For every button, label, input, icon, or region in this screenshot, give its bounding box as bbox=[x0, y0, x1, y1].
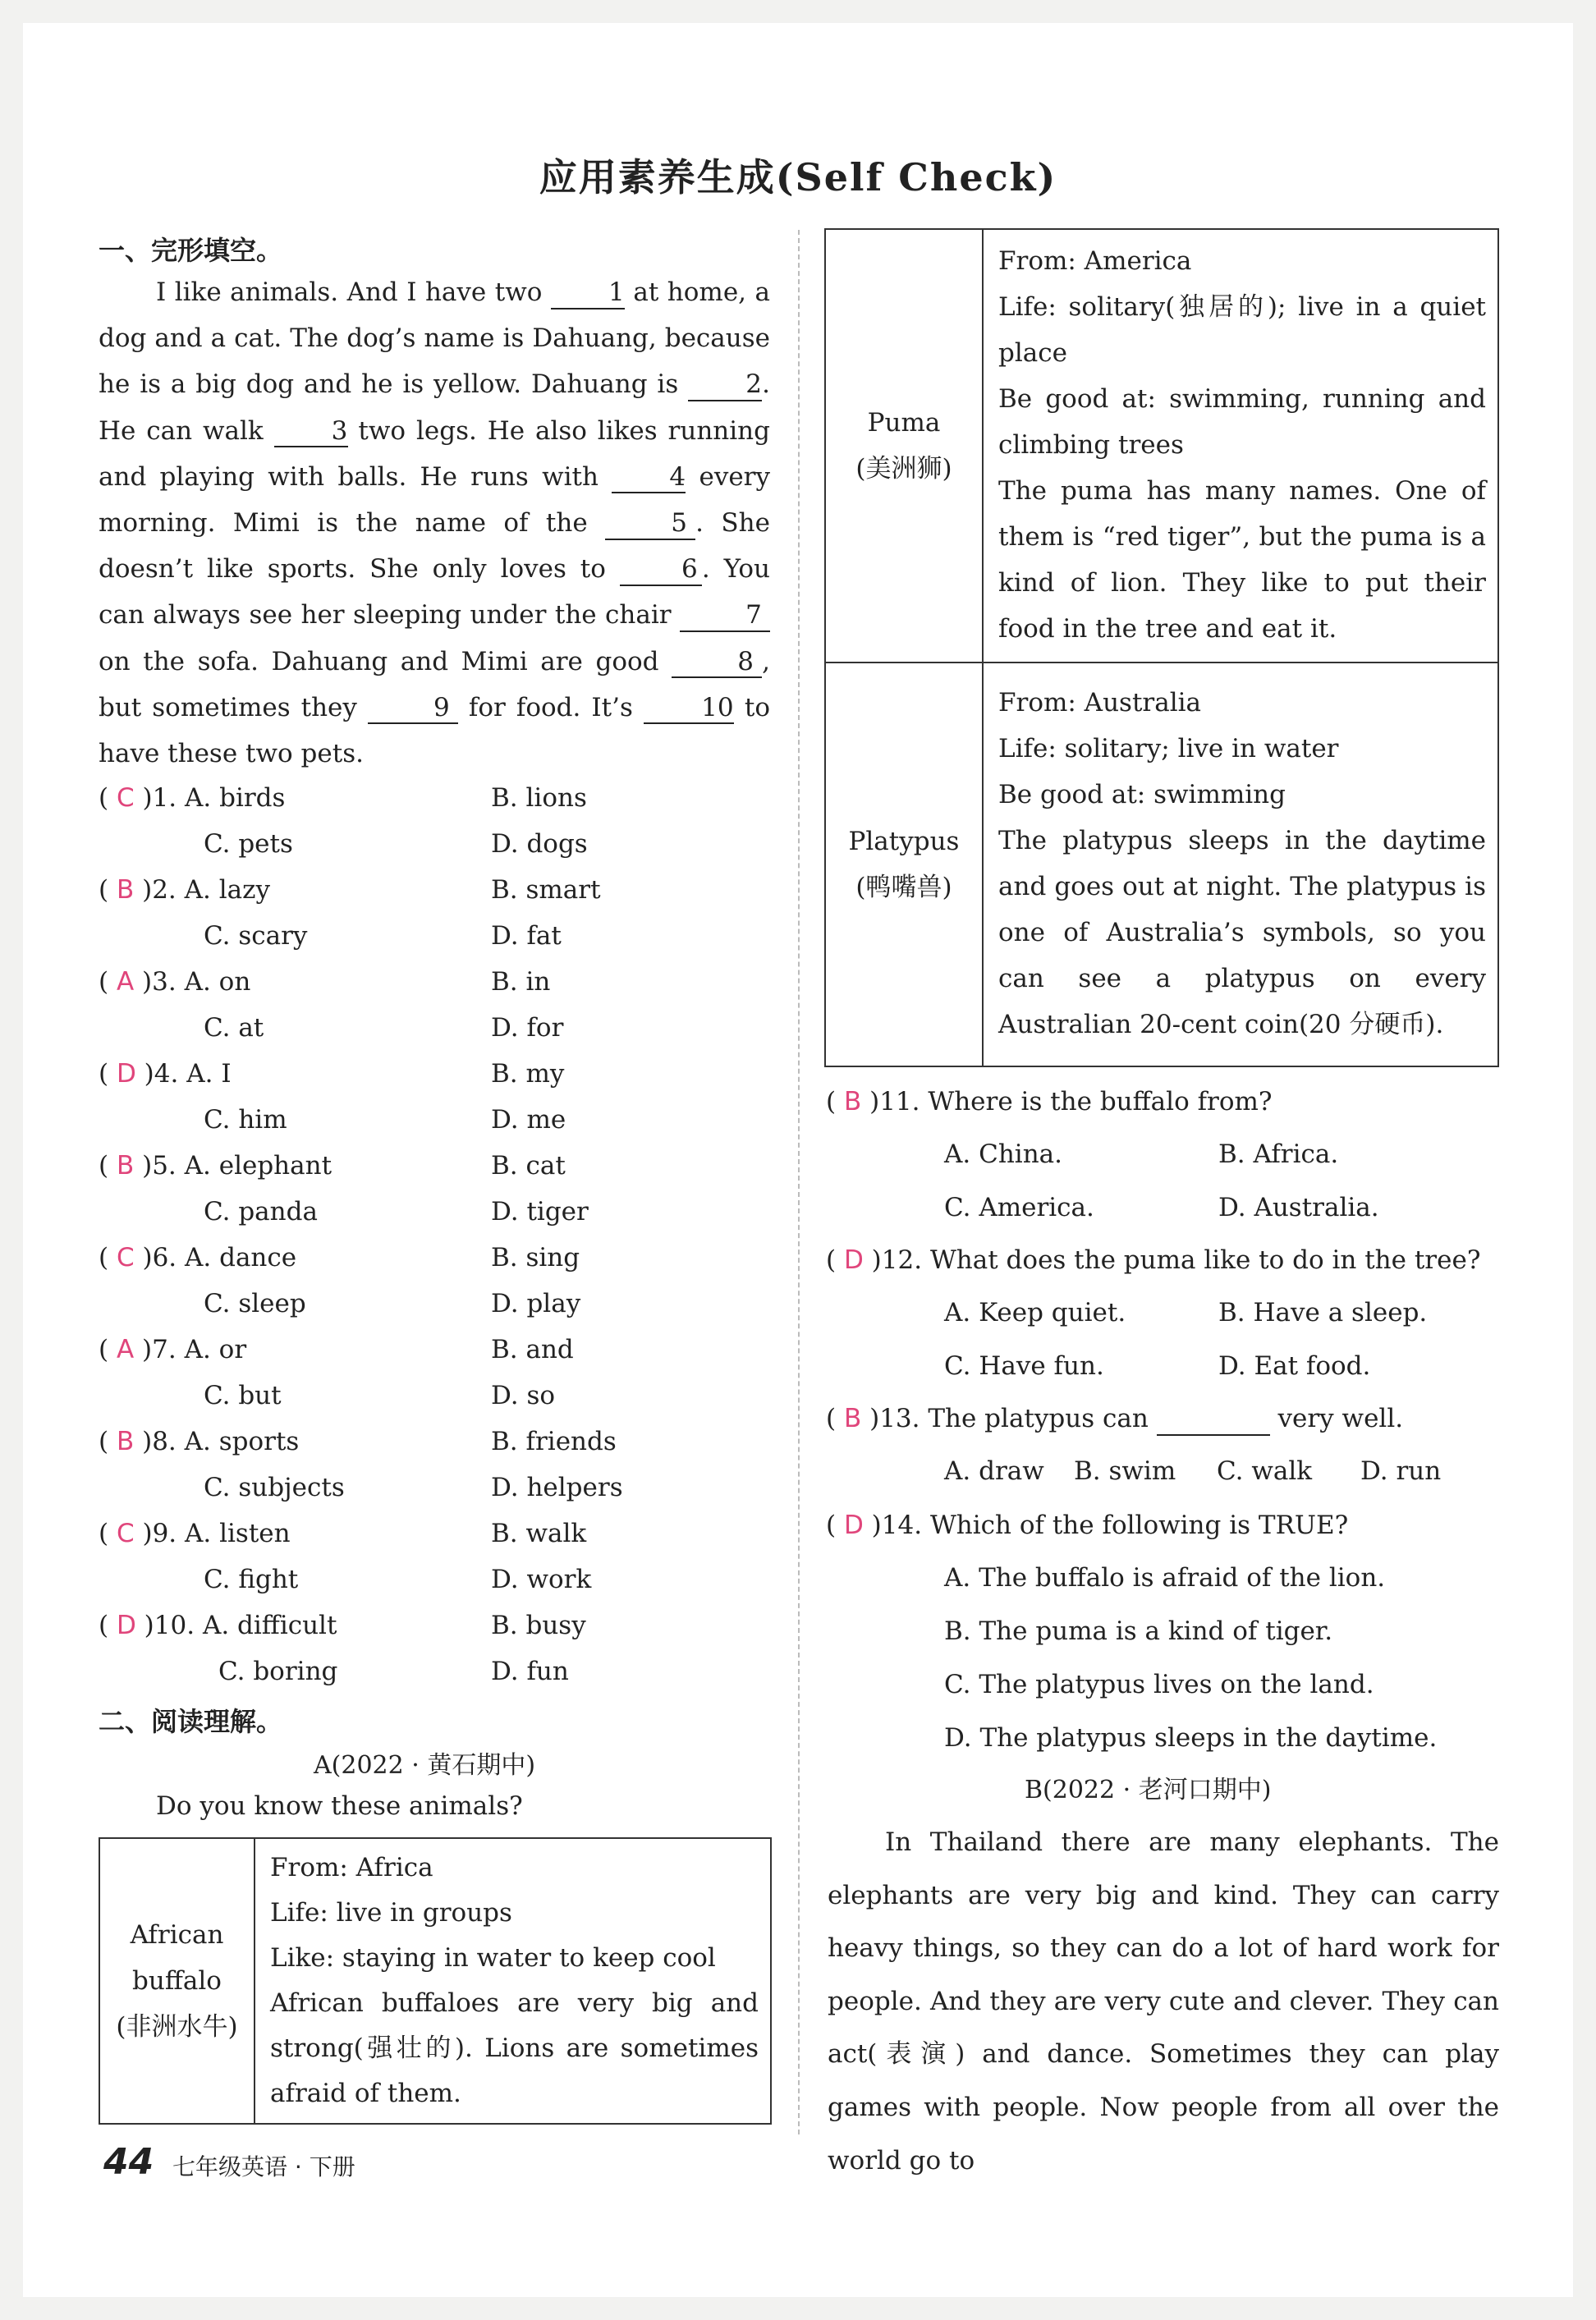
question-text: The platypus can bbox=[928, 1404, 1157, 1433]
question-3 bbox=[99, 959, 250, 1005]
option-d[interactable]: D. The platypus sleeps in the daytime. bbox=[944, 1723, 1438, 1753]
animal-name-cell bbox=[825, 663, 983, 1066]
info-line: From: Australia bbox=[998, 688, 1202, 718]
answer-blank[interactable] bbox=[1157, 1405, 1270, 1436]
answer-letter[interactable]: B bbox=[116, 875, 135, 905]
question-number: 4. bbox=[154, 1059, 187, 1089]
option-c: C. boring bbox=[218, 1657, 338, 1686]
passage-a-title: A(2022 · 黄石期中) bbox=[314, 1751, 536, 1780]
passage-text: to have these two pets. bbox=[99, 692, 770, 769]
option-c: C. him bbox=[204, 1105, 287, 1135]
cloze-blank[interactable]: 1 bbox=[551, 278, 625, 309]
question-13 bbox=[826, 1396, 1403, 1442]
info-line: Like: staying in water to keep cool bbox=[270, 1943, 716, 1973]
question-number: 9. bbox=[152, 1519, 185, 1548]
table-row bbox=[99, 1838, 771, 2124]
option-d: D. tiger bbox=[491, 1197, 589, 1226]
info-line: From: America bbox=[998, 246, 1192, 276]
answer-letter[interactable]: D bbox=[843, 1245, 864, 1275]
paren-open: ( bbox=[99, 783, 117, 813]
question-number: 11. bbox=[879, 1087, 929, 1116]
option-a: A. on bbox=[184, 967, 251, 997]
option-a: A. I bbox=[186, 1059, 232, 1089]
question-2 bbox=[99, 867, 270, 913]
passage-text: . She doesn’t like sports. She only loves to bbox=[99, 508, 770, 585]
paren-close: ) bbox=[134, 783, 153, 813]
info-line: Life: solitary(独居的); live in a quiet place bbox=[998, 292, 1486, 368]
option-d: D. work bbox=[491, 1565, 592, 1594]
option-d: D. fat bbox=[491, 921, 562, 951]
cloze-blank[interactable]: 9 bbox=[368, 694, 458, 725]
question-text: very well. bbox=[1269, 1404, 1404, 1433]
cloze-blank[interactable]: 7 bbox=[680, 601, 770, 632]
animal-name-cell bbox=[99, 1838, 255, 2124]
info-line: The platypus sleeps in the daytime and goes out at night. The platypus is one of Australia’s symbols, so you can see a platypus on every Australian 20-cent coin(20 分硬币). bbox=[998, 826, 1486, 1039]
question-12 bbox=[826, 1237, 1480, 1283]
animal-name-line: (美洲狮) bbox=[855, 454, 952, 484]
passage-text: two legs. He also likes running and playing with balls. He runs with bbox=[99, 415, 770, 492]
paren-close: ) bbox=[134, 875, 153, 905]
cloze-blank[interactable]: 6 bbox=[620, 555, 702, 586]
option-b: B. smart bbox=[491, 875, 601, 905]
paren-open: ( bbox=[99, 1427, 117, 1456]
question-text: What does the puma like to do in the tree? bbox=[929, 1245, 1481, 1275]
cloze-blank[interactable]: 5 bbox=[605, 509, 695, 540]
paren-close: ) bbox=[863, 1511, 882, 1540]
option-c[interactable]: C. Have fun. bbox=[944, 1351, 1104, 1381]
paren-open: ( bbox=[826, 1511, 844, 1540]
question-4 bbox=[99, 1051, 232, 1097]
option-a: A. difficult bbox=[202, 1611, 337, 1640]
option-a: A. elephant bbox=[184, 1151, 332, 1181]
answer-letter[interactable]: C bbox=[116, 1243, 135, 1272]
option-a: A. listen bbox=[185, 1519, 291, 1548]
answer-letter[interactable]: B bbox=[116, 1151, 135, 1181]
question-5 bbox=[99, 1143, 332, 1189]
paren-close: ) bbox=[135, 1611, 154, 1640]
question-number: 5. bbox=[152, 1151, 185, 1181]
paren-open: ( bbox=[99, 1611, 117, 1640]
answer-letter[interactable]: A bbox=[116, 1335, 135, 1364]
option-a: A. or bbox=[184, 1335, 247, 1364]
option-c: C. but bbox=[204, 1381, 282, 1410]
option-b[interactable]: B. Africa. bbox=[1218, 1139, 1339, 1169]
section1-heading: 一、完形填空。 bbox=[99, 235, 283, 266]
option-d: D. me bbox=[491, 1105, 566, 1135]
section2-heading: 二、阅读理解。 bbox=[99, 1706, 283, 1737]
question-text: Which of the following is TRUE? bbox=[929, 1511, 1349, 1540]
answer-letter[interactable]: C bbox=[116, 783, 135, 813]
option-d: D. dogs bbox=[491, 829, 588, 859]
option-c: C. subjects bbox=[204, 1473, 345, 1502]
answer-letter[interactable]: B bbox=[843, 1087, 862, 1116]
question-number: 13. bbox=[879, 1404, 929, 1433]
option-b: B. busy bbox=[491, 1611, 586, 1640]
option-c: C. fight bbox=[204, 1565, 299, 1594]
option-b: B. my bbox=[491, 1059, 565, 1089]
option-a: A. dance bbox=[185, 1243, 297, 1272]
question-6 bbox=[99, 1235, 296, 1281]
question-1 bbox=[99, 775, 285, 821]
option-a[interactable]: A. draw bbox=[944, 1456, 1044, 1486]
paren-open: ( bbox=[99, 1243, 117, 1272]
option-d: D. helpers bbox=[491, 1473, 623, 1502]
passage-text: at home, a dog and a cat. The dog’s name is Dahuang, because he is a big dog and he is yellow. Dahuang is bbox=[99, 277, 770, 400]
info-line: Be good at: swimming bbox=[998, 780, 1286, 809]
answer-letter[interactable]: D bbox=[116, 1611, 136, 1640]
option-d: D. for bbox=[491, 1013, 564, 1043]
paren-close: ) bbox=[134, 1151, 153, 1181]
option-c: C. pets bbox=[204, 829, 293, 859]
answer-letter[interactable]: D bbox=[116, 1059, 136, 1089]
info-line: African buffaloes are very big and strong(强壮的). Lions are sometimes afraid of them. bbox=[270, 1988, 759, 2108]
table-row bbox=[825, 229, 1498, 663]
cloze-passage bbox=[99, 269, 770, 777]
animal-name-line: buffalo bbox=[132, 1966, 222, 1996]
cloze-blank[interactable]: 3 bbox=[274, 417, 348, 448]
paren-close: ) bbox=[135, 1059, 154, 1089]
animal-name-cell bbox=[825, 229, 983, 663]
paren-open: ( bbox=[826, 1245, 844, 1275]
info-line: Life: live in groups bbox=[270, 1898, 512, 1928]
page-title: 应用素养生成(Self Check) bbox=[539, 155, 1057, 199]
question-11 bbox=[826, 1079, 1273, 1125]
book-label: 七年级英语 · 下册 bbox=[172, 2153, 355, 2180]
paren-open: ( bbox=[99, 1335, 117, 1364]
option-c: C. sleep bbox=[204, 1289, 306, 1318]
cloze-blank[interactable]: 10 bbox=[644, 694, 734, 725]
puma-platypus-table bbox=[824, 228, 1499, 1067]
buffalo-table bbox=[99, 1837, 772, 2125]
paren-open: ( bbox=[99, 967, 117, 997]
paren-close: ) bbox=[134, 967, 153, 997]
paren-close: ) bbox=[134, 1519, 153, 1548]
option-b: B. sing bbox=[491, 1243, 580, 1272]
option-c: C. scary bbox=[204, 921, 308, 951]
passage-text: , but sometimes they bbox=[99, 646, 770, 722]
animal-name-line: Puma bbox=[867, 408, 941, 438]
option-a[interactable]: A. The buffalo is afraid of the lion. bbox=[944, 1563, 1386, 1593]
answer-letter[interactable]: C bbox=[116, 1519, 135, 1548]
answer-letter[interactable]: B bbox=[843, 1404, 862, 1433]
option-b[interactable]: B. Have a sleep. bbox=[1218, 1298, 1428, 1327]
paren-open: ( bbox=[826, 1404, 844, 1433]
option-a: A. lazy bbox=[184, 875, 270, 905]
option-b: B. friends bbox=[491, 1427, 617, 1456]
question-14 bbox=[826, 1502, 1348, 1548]
passage-text: on the sofa. Dahuang and Mimi are good bbox=[99, 646, 672, 676]
paren-close: ) bbox=[134, 1243, 153, 1272]
paren-open: ( bbox=[99, 1151, 117, 1181]
animal-name-line: Platypus bbox=[848, 827, 960, 856]
paren-close: ) bbox=[861, 1404, 880, 1433]
option-a[interactable]: A. Keep quiet. bbox=[944, 1298, 1126, 1327]
animal-info-cell bbox=[983, 229, 1498, 663]
question-number: 8. bbox=[152, 1427, 185, 1456]
paren-close: ) bbox=[861, 1087, 880, 1116]
option-d: D. play bbox=[491, 1289, 581, 1318]
passage-text: . You can always see her sleeping under the chair bbox=[99, 554, 770, 630]
passage-text: every morning. Mimi is the name of the bbox=[99, 461, 771, 539]
passage-b-text: In Thailand there are many elephants. The elephants are very big and kind. They can carry heavy things, so they can do a lot of hard work for people. And they are very cute and clever. They can act(表演) and dance. Sometimes they can play games with people. Now people from all over the world go to bbox=[828, 1827, 1499, 2176]
table-row bbox=[825, 663, 1498, 1066]
option-a[interactable]: A. China. bbox=[944, 1139, 1062, 1169]
question-number: 6. bbox=[152, 1243, 185, 1272]
question-number: 12. bbox=[881, 1245, 930, 1275]
animal-info-cell bbox=[255, 1838, 771, 2124]
question-number: 1. bbox=[152, 783, 185, 813]
question-10 bbox=[99, 1602, 337, 1648]
option-c[interactable]: C. America. bbox=[944, 1193, 1094, 1222]
paren-open: ( bbox=[99, 1059, 117, 1089]
question-9 bbox=[99, 1511, 291, 1557]
question-7 bbox=[99, 1327, 246, 1373]
answer-letter[interactable]: A bbox=[116, 967, 135, 997]
passage-text: . He can walk bbox=[99, 369, 770, 446]
option-c[interactable]: C. The platypus lives on the land. bbox=[944, 1670, 1374, 1699]
option-b: B. in bbox=[491, 967, 551, 997]
question-number: 10. bbox=[154, 1611, 203, 1640]
info-line: The puma has many names. One of them is “red tiger”, but the puma is a kind of lion. They like to put their food in the tree and eat it. bbox=[998, 476, 1486, 644]
passage-text: for food. It’s bbox=[457, 692, 644, 722]
question-text: Where is the buffalo from? bbox=[928, 1087, 1273, 1116]
option-b: B. cat bbox=[491, 1151, 566, 1181]
question-number: 14. bbox=[881, 1511, 930, 1540]
option-b: B. and bbox=[491, 1335, 574, 1364]
question-number: 7. bbox=[152, 1335, 185, 1364]
option-c: C. at bbox=[204, 1013, 264, 1043]
info-line: Life: solitary; live in water bbox=[998, 734, 1339, 763]
info-line: From: Africa bbox=[270, 1853, 433, 1882]
answer-letter[interactable]: D bbox=[843, 1511, 864, 1540]
option-d[interactable]: D. Eat food. bbox=[1218, 1351, 1371, 1381]
paren-close: ) bbox=[134, 1335, 153, 1364]
option-d[interactable]: D. run bbox=[1360, 1456, 1442, 1486]
passage-b-title: B(2022 · 老河口期中) bbox=[1025, 1776, 1272, 1804]
paren-open: ( bbox=[826, 1087, 844, 1116]
option-b: B. lions bbox=[491, 783, 587, 813]
option-d: D. so bbox=[491, 1381, 556, 1410]
animal-name-line: (鸭嘴兽) bbox=[855, 873, 952, 902]
option-c[interactable]: C. walk bbox=[1217, 1456, 1313, 1486]
cloze-blank[interactable]: 4 bbox=[612, 463, 686, 494]
question-number: 3. bbox=[152, 967, 185, 997]
option-a: A. birds bbox=[185, 783, 286, 813]
paren-open: ( bbox=[99, 875, 117, 905]
info-line: Be good at: swimming, running and climbing trees bbox=[998, 384, 1486, 460]
option-d: D. fun bbox=[491, 1657, 569, 1686]
passage-a-intro: Do you know these animals? bbox=[156, 1791, 523, 1821]
option-d[interactable]: D. Australia. bbox=[1218, 1193, 1379, 1222]
option-c: C. panda bbox=[204, 1197, 318, 1226]
passage-text: I like animals. And I have two bbox=[156, 277, 551, 307]
question-number: 2. bbox=[152, 875, 185, 905]
option-b: B. walk bbox=[491, 1519, 587, 1548]
cloze-blank[interactable]: 2 bbox=[688, 370, 762, 401]
animal-name-line: (非洲水牛) bbox=[116, 2012, 238, 2042]
column-divider bbox=[798, 230, 800, 2134]
answer-letter[interactable]: B bbox=[116, 1427, 135, 1456]
paren-open: ( bbox=[99, 1519, 117, 1548]
animal-name-line: African bbox=[130, 1920, 224, 1950]
question-8 bbox=[99, 1419, 299, 1465]
cloze-blank[interactable]: 8 bbox=[672, 648, 762, 679]
option-b[interactable]: B. swim bbox=[1074, 1456, 1176, 1486]
paren-close: ) bbox=[863, 1245, 882, 1275]
option-a: A. sports bbox=[184, 1427, 300, 1456]
option-b[interactable]: B. The puma is a kind of tiger. bbox=[944, 1616, 1333, 1646]
page-number: 44 bbox=[103, 2141, 154, 2183]
animal-info-cell bbox=[983, 663, 1498, 1066]
paren-close: ) bbox=[134, 1427, 153, 1456]
